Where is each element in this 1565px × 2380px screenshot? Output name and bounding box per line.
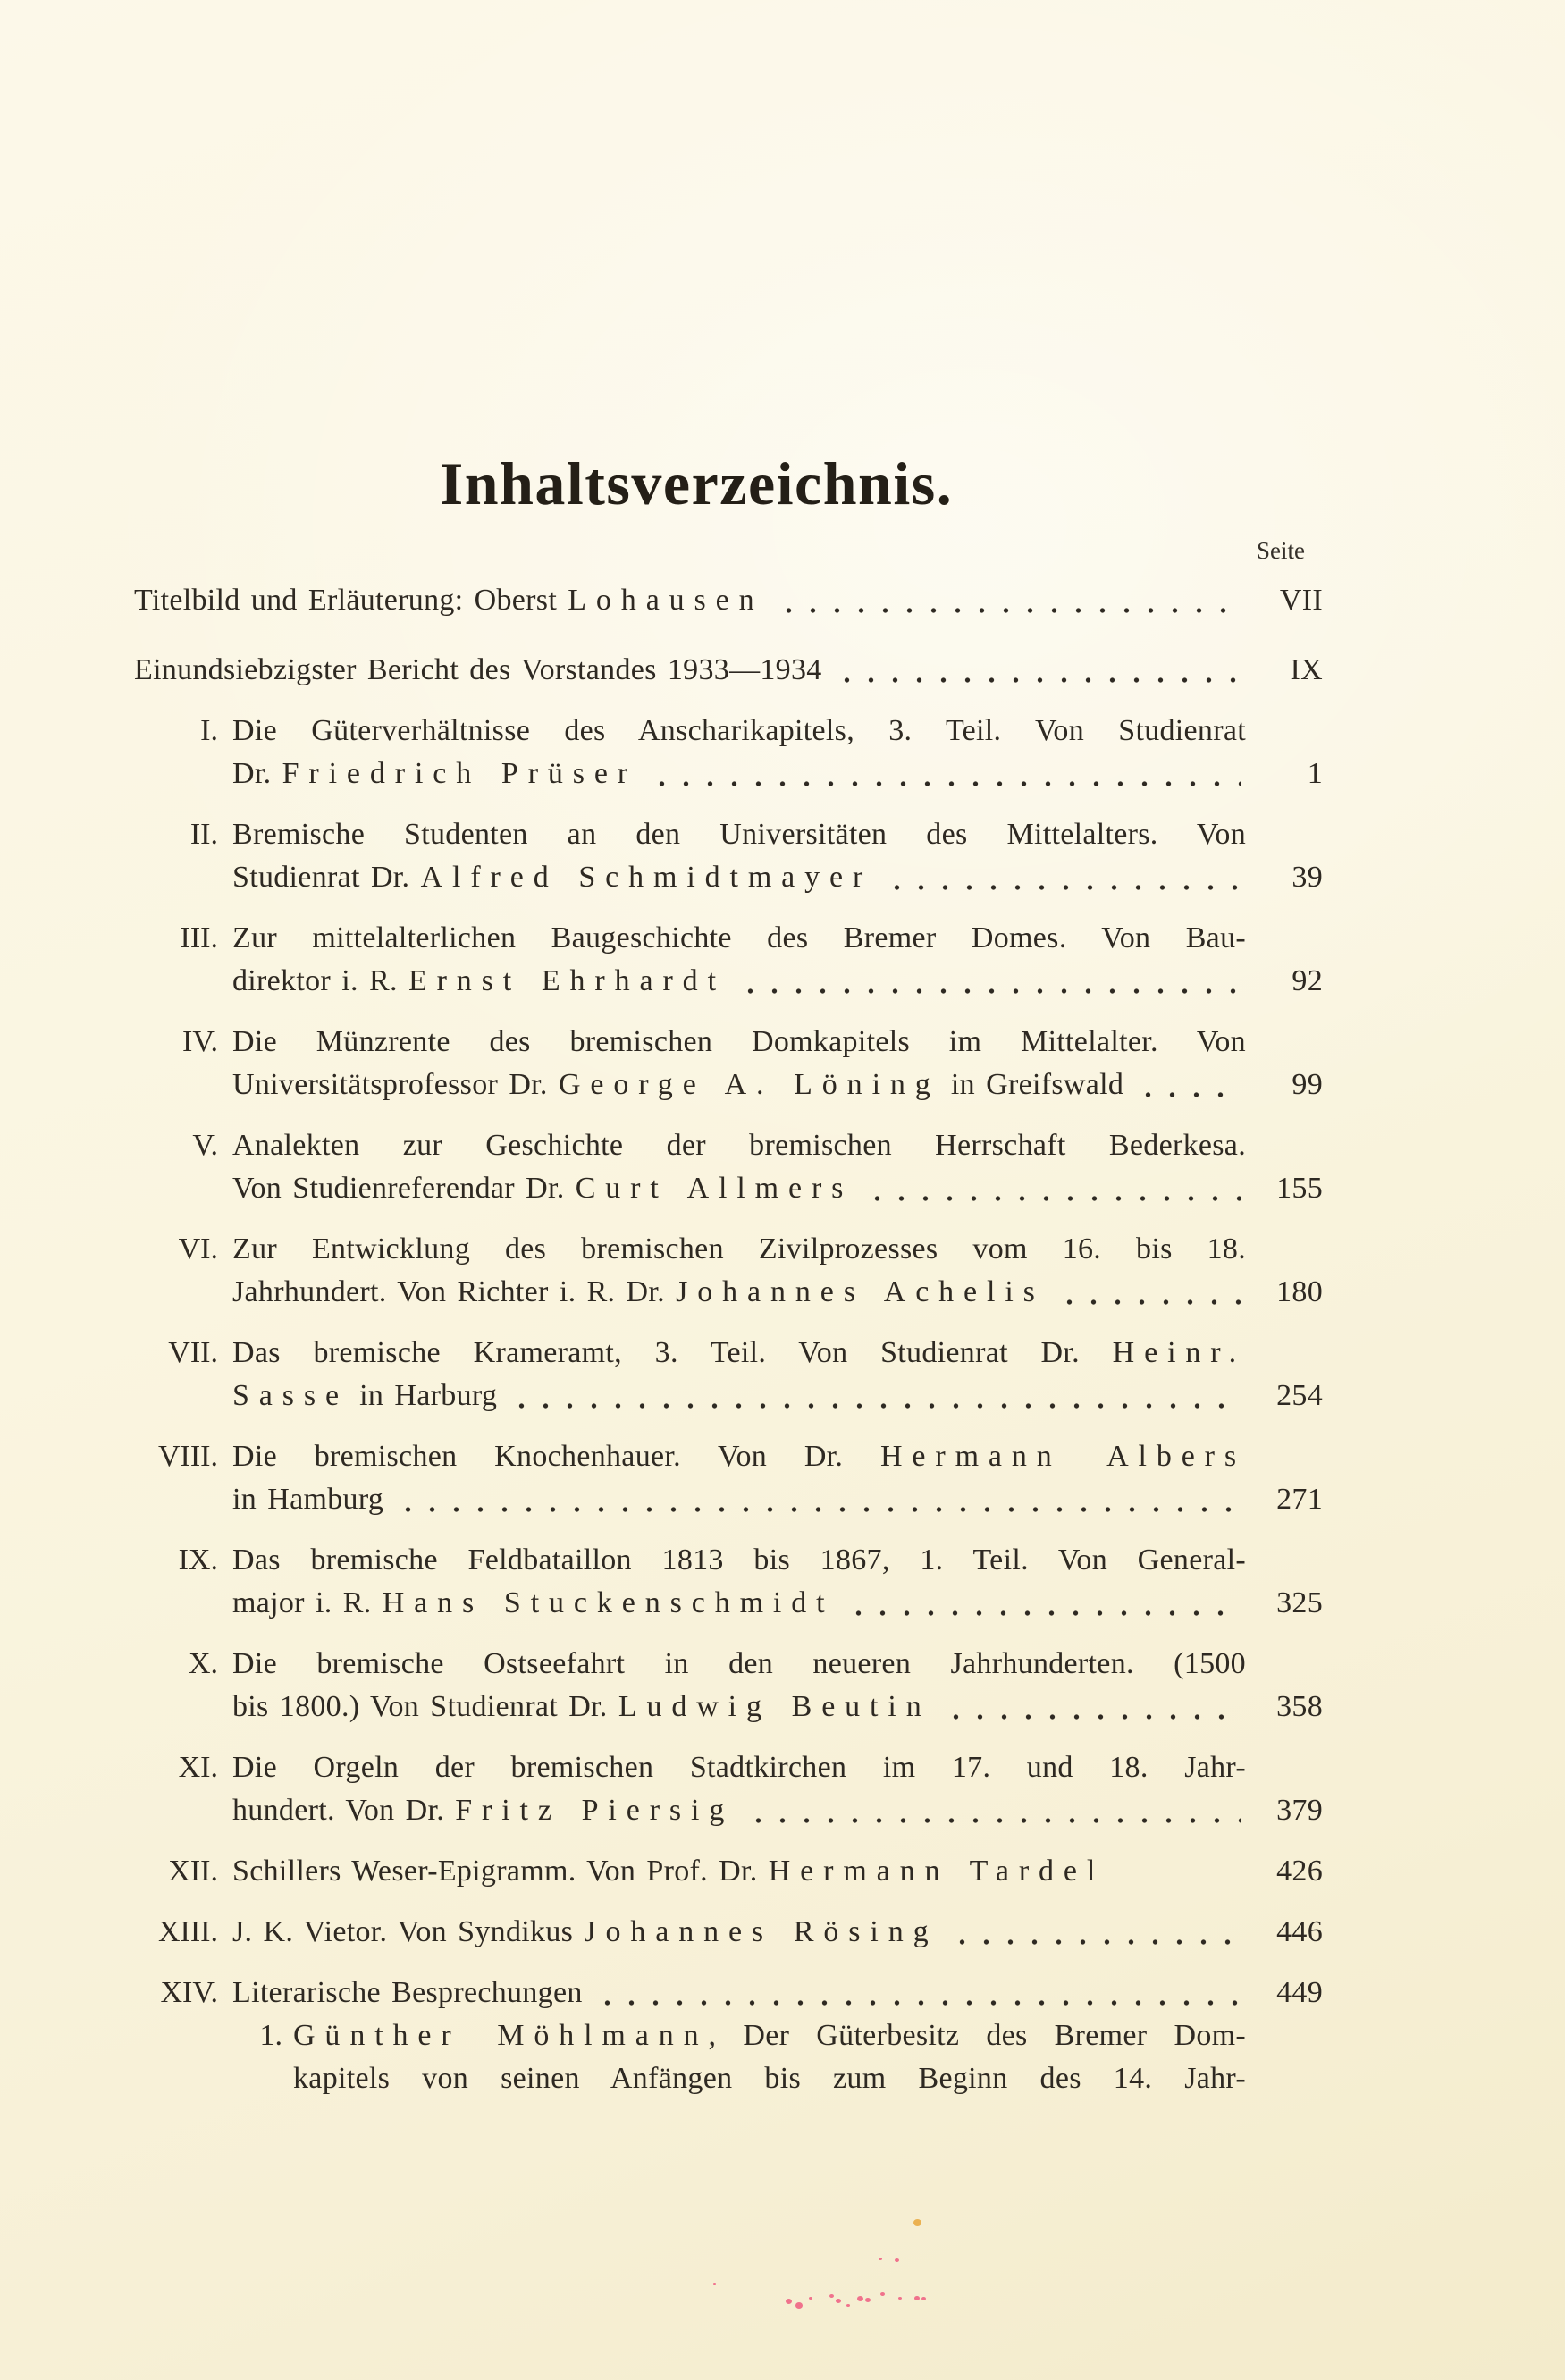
spaced-name: Hans Stuckenschmidt	[382, 1586, 835, 1619]
toc-entry	[134, 1435, 1323, 1521]
page-number: 92	[1292, 964, 1323, 997]
dot-leader	[846, 1582, 1241, 1625]
entry-text	[232, 917, 1246, 960]
entry-numeral: VII.	[168, 1336, 218, 1369]
entry-body	[232, 1911, 1323, 1954]
toc-entry	[134, 1643, 1323, 1728]
page-number: 1	[1307, 757, 1323, 790]
dot-leader	[746, 1789, 1241, 1832]
ink-speckle	[809, 2297, 812, 2300]
entry-text	[232, 1789, 734, 1832]
ink-speckle	[880, 2292, 885, 2296]
spaced-name: Curt Allmers	[575, 1172, 854, 1205]
text-segment: Das bremische Feldbataillon 1813 bis 1867, 1. Teil. Von General-	[232, 1543, 1246, 1577]
spaced-name: Friedrich Prüser	[282, 757, 638, 790]
dot-leader	[835, 649, 1241, 692]
entry-text	[232, 1911, 938, 1954]
entry-numeral: VIII.	[157, 1440, 218, 1473]
toc-entry	[134, 1228, 1323, 1314]
page-number: 358	[1276, 1690, 1323, 1723]
toc-line	[232, 1789, 1323, 1832]
text-segment: Schillers Weser-Epigramm. Von Prof. Dr.	[232, 1854, 769, 1888]
entry-text	[232, 1539, 1246, 1582]
toc-entry	[134, 1539, 1323, 1625]
toc-line	[232, 1435, 1323, 1478]
dot-leader	[1136, 1064, 1241, 1106]
toc-line	[232, 1478, 1323, 1521]
spaced-name: Ludwig Beutin	[618, 1690, 931, 1723]
entry-body	[232, 710, 1323, 795]
text-segment: bis 1800.) Von Studienrat Dr.	[232, 1690, 618, 1723]
entry-numeral: III.	[180, 921, 218, 955]
text-segment: direktor i. R.	[232, 964, 408, 997]
toc-line	[232, 1332, 1323, 1375]
toc-line	[232, 960, 1323, 1003]
ink-speckle	[795, 2302, 803, 2309]
ink-speckle	[921, 2297, 926, 2300]
toc-line	[232, 1582, 1323, 1625]
spaced-name: George A. Löning	[558, 1068, 940, 1101]
dot-leader	[1057, 1271, 1241, 1314]
ink-speckle	[865, 2298, 871, 2302]
entry-text	[293, 2014, 1246, 2057]
toc-entry	[134, 1332, 1323, 1417]
entry-text	[232, 1478, 383, 1521]
entry-numeral: XII.	[168, 1854, 218, 1888]
entry-text	[232, 856, 872, 899]
ink-speckle	[836, 2299, 841, 2303]
entry-text	[232, 753, 637, 795]
entry-body	[232, 917, 1323, 1003]
spaced-name: Hermann Tardel	[768, 1854, 1106, 1888]
entry-text	[232, 1271, 1045, 1314]
entry-body	[232, 1332, 1323, 1417]
entry-body	[232, 1228, 1323, 1314]
ink-speckle	[895, 2258, 899, 2262]
page-number: 426	[1276, 1854, 1323, 1888]
toc-line	[232, 1375, 1323, 1417]
text-segment: Die Orgeln der bremischen Stadtkirchen im 17. und 18. Jahr-	[232, 1751, 1246, 1784]
ink-speckle	[857, 2296, 863, 2301]
text-segment: Zur mittelalterlichen Baugeschichte des Bremer Domes. Von Bau-	[232, 921, 1246, 955]
toc-entry	[134, 1850, 1323, 1893]
text-segment: in Greifswald	[939, 1068, 1124, 1101]
spaced-name: Fritz Piersig	[455, 1794, 735, 1827]
dot-leader	[885, 856, 1241, 899]
spaced-name: Alfred Schmidtmayer	[420, 861, 873, 894]
entry-text	[232, 813, 1246, 856]
entry-numeral: XIV.	[160, 1976, 218, 2009]
page-number: 446	[1276, 1915, 1323, 1948]
entry-text	[232, 1972, 583, 2014]
toc-line	[232, 710, 1323, 753]
front-matter-item	[134, 579, 1323, 622]
toc-line	[232, 1746, 1323, 1789]
dot-leader	[509, 1375, 1241, 1417]
entry-text	[232, 1228, 1246, 1271]
toc-entry	[134, 1021, 1323, 1106]
spaced-name: Günther Möhlmann	[293, 2019, 709, 2052]
entry-text	[232, 1021, 1246, 1064]
toc-line	[293, 2057, 1323, 2100]
entry-numeral: I.	[200, 714, 218, 747]
text-segment: Die bremischen Knochenhauer. Von Dr.	[232, 1440, 880, 1473]
text-segment: J. K. Vietor. Von Syndikus	[232, 1915, 585, 1948]
entry-body	[232, 813, 1323, 899]
toc-line	[232, 1850, 1323, 1893]
spaced-name: Hermann Albers	[879, 1440, 1246, 1473]
text-segment: Analekten zur Geschichte der bremischen Herrschaft Bederkesa.	[232, 1129, 1246, 1162]
entry-text	[232, 1435, 1246, 1478]
page-number: 325	[1276, 1586, 1323, 1619]
toc-line	[134, 649, 1323, 692]
ink-speckle	[829, 2294, 834, 2298]
entry-body	[232, 1539, 1323, 1625]
text-segment: Die Münzrente des bremischen Domkapitels im Mittelalter. Von	[232, 1025, 1246, 1058]
dot-leader	[396, 1478, 1241, 1521]
dot-leader	[650, 753, 1241, 795]
toc-entry	[134, 1911, 1323, 1954]
text-segment: , Der Güterbesitz des Bremer Dom-	[708, 2019, 1247, 2052]
toc-line	[232, 1911, 1323, 1954]
entry-numeral: IX.	[178, 1543, 218, 1577]
entry-numeral: V.	[192, 1129, 218, 1162]
entry-text	[134, 649, 822, 692]
ink-speckle	[713, 2283, 716, 2285]
toc-line	[232, 1972, 1323, 2014]
page-column-header: Seite	[1257, 537, 1305, 564]
toc-line	[232, 1167, 1323, 1210]
text-segment: Dr.	[232, 757, 282, 790]
spaced-name: Ernst Ehrhardt	[408, 964, 726, 997]
dot-leader	[738, 960, 1241, 1003]
front-matter-item	[134, 649, 1323, 692]
text-segment: Von Studienreferendar Dr.	[232, 1172, 576, 1205]
entry-text	[232, 1686, 931, 1728]
entry-numeral: XI.	[178, 1751, 218, 1784]
entry-body	[232, 1124, 1323, 1210]
text-segment: kapitels von seinen Anfängen bis zum Beginn des 14. Jahr-	[293, 2062, 1246, 2095]
dot-leader	[865, 1167, 1241, 1210]
text-segment: in Harburg	[348, 1379, 498, 1412]
toc-line	[232, 1271, 1323, 1314]
ink-speckle	[846, 2304, 850, 2307]
dot-leader	[950, 1911, 1241, 1954]
entry-text	[232, 1375, 497, 1417]
text-segment: Das bremische Krameramt, 3. Teil. Von Studienrat Dr.	[232, 1336, 1113, 1369]
entry-numeral: VI.	[178, 1232, 218, 1266]
ink-speckle	[898, 2297, 902, 2300]
sub-entry-numeral: 1.	[259, 2019, 282, 2052]
text-segment: Bremische Studenten an den Universitäten des Mittelalters. Von	[232, 818, 1246, 851]
spaced-name: Heinr.	[1112, 1336, 1246, 1369]
entry-numeral: XIII.	[157, 1915, 218, 1948]
toc-entry	[134, 1746, 1323, 1832]
toc-line	[232, 1643, 1323, 1686]
entry-text	[293, 2057, 1246, 2100]
spaced-name: Johannes Rösing	[584, 1915, 938, 1948]
page-number: VII	[1279, 584, 1323, 617]
text-segment: Einundsiebzigster Bericht des Vorstandes 1933—1934	[134, 653, 822, 686]
spaced-name: Lohausen	[568, 584, 764, 617]
toc-line	[232, 917, 1323, 960]
toc-line	[232, 753, 1323, 795]
entry-text	[232, 1850, 1105, 1893]
entry-body	[232, 1850, 1323, 1893]
ink-speckle	[879, 2258, 882, 2260]
toc-entry	[134, 813, 1323, 899]
entry-text	[232, 960, 726, 1003]
dot-leader	[944, 1686, 1241, 1728]
ink-speckle	[914, 2296, 920, 2300]
entry-text	[232, 1167, 853, 1210]
entry-body	[293, 2014, 1323, 2100]
page-title: Inhaltsverzeichnis.	[439, 450, 954, 517]
page-number: 271	[1276, 1483, 1323, 1516]
entry-numeral: II.	[189, 818, 218, 851]
toc-line	[232, 1539, 1323, 1582]
text-segment: hundert. Von Dr.	[232, 1794, 456, 1827]
page-number: 449	[1276, 1976, 1323, 2009]
entry-body	[232, 1643, 1323, 1728]
text-segment: Titelbild und Erläuterung: Oberst	[134, 584, 568, 617]
entry-text	[232, 1124, 1246, 1167]
text-segment: major i. R.	[232, 1586, 383, 1619]
page-number: 379	[1276, 1794, 1323, 1827]
toc-entry	[134, 1124, 1323, 1210]
entry-body	[232, 1021, 1323, 1106]
entry-body	[232, 1435, 1323, 1521]
page-number: 99	[1292, 1068, 1323, 1101]
toc-line	[232, 856, 1323, 899]
ink-speckle	[786, 2299, 792, 2304]
toc-entry	[134, 917, 1323, 1003]
entry-text	[232, 1746, 1246, 1789]
page-number: IX	[1290, 653, 1323, 686]
toc-line	[134, 579, 1323, 622]
toc-entry-list	[134, 710, 1323, 2100]
text-segment: Literarische Besprechungen	[232, 1976, 583, 2009]
text-segment: Zur Entwicklung des bremischen Zivilprozesses vom 16. bis 18.	[232, 1232, 1246, 1266]
entry-text	[232, 710, 1246, 753]
toc-line	[293, 2014, 1323, 2057]
toc-line	[232, 1021, 1323, 1064]
text-segment: Die bremische Ostseefahrt in den neueren Jahrhunderten. (1500	[232, 1647, 1246, 1680]
entry-text	[232, 1064, 1123, 1106]
toc-line	[232, 1686, 1323, 1728]
text-segment: Die Güterverhältnisse des Anscharikapitels, 3. Teil. Von Studienrat	[232, 714, 1246, 747]
text-segment: Universitätsprofessor Dr.	[232, 1068, 559, 1101]
dot-leader	[777, 579, 1241, 622]
entry-body	[232, 1746, 1323, 1832]
page-number: 254	[1276, 1379, 1323, 1412]
toc-line	[232, 813, 1323, 856]
entry-numeral: X.	[188, 1647, 218, 1680]
entry-text	[232, 1332, 1246, 1375]
ink-speckle	[913, 2219, 921, 2226]
toc-entry	[134, 710, 1323, 795]
front-matter-list	[134, 579, 1323, 692]
toc-line	[232, 1064, 1323, 1106]
toc-sub-entry	[232, 2014, 1323, 2100]
entry-text	[232, 1582, 834, 1625]
text-segment: Jahrhundert. Von Richter i. R. Dr.	[232, 1275, 677, 1308]
text-segment: in Hamburg	[232, 1483, 384, 1516]
entry-numeral: IV.	[182, 1025, 218, 1058]
spaced-name: Sasse	[232, 1379, 349, 1412]
dot-leader	[595, 1972, 1241, 2014]
page-number: 155	[1276, 1172, 1323, 1205]
text-segment: Studienrat Dr.	[232, 861, 421, 894]
entry-body	[232, 1972, 1323, 2100]
spaced-name: Johannes Achelis	[676, 1275, 1045, 1308]
toc-line	[232, 1124, 1323, 1167]
entry-text	[232, 1643, 1246, 1686]
toc-entry	[134, 1972, 1323, 2100]
entry-text	[134, 579, 764, 622]
toc-line	[232, 1228, 1323, 1271]
page-number: 180	[1276, 1275, 1323, 1308]
page-number: 39	[1292, 861, 1323, 894]
